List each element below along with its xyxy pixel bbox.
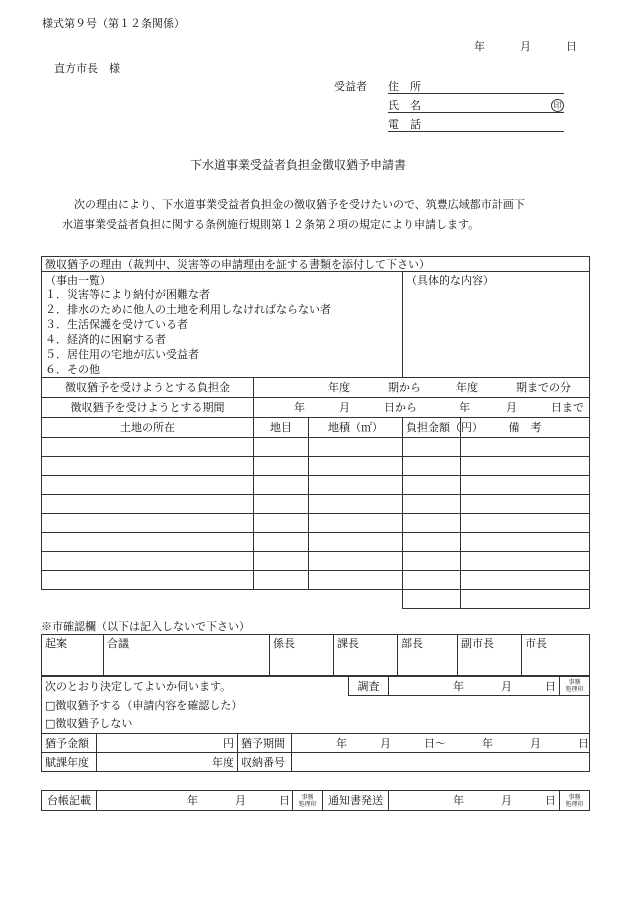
table-row [42, 533, 590, 552]
grace-amount-value[interactable] [97, 734, 238, 753]
reason-header: 徴収猶予の理由（裁判中、災害等の申請理由を証する書類を添付して下さい） [42, 257, 590, 272]
nendo-label: 年度 [212, 755, 234, 769]
kachou-label: 課長 [337, 637, 359, 650]
application-table [41, 256, 590, 609]
period-from: 日から [384, 401, 417, 414]
reason-item: ４．経済的に困窮する者 [45, 333, 166, 346]
total-remarks-cell[interactable] [461, 590, 590, 609]
jimu-label: 事務 [568, 679, 581, 686]
grace-period-label: 猶予期間 [238, 734, 292, 753]
charge-from: 期から [388, 381, 421, 394]
approval-kakarichou[interactable] [270, 635, 334, 676]
applicant-address-line[interactable] [388, 80, 564, 94]
grace-day-from: 日～ [424, 737, 446, 750]
grace-day-2: 日 [578, 737, 589, 750]
approval-kachou[interactable] [334, 635, 398, 676]
table-row [42, 495, 590, 514]
date-year: 年 [474, 40, 485, 53]
land-header-area: 地積（㎡） [309, 418, 403, 438]
applicant-label: 受益者 [334, 80, 367, 93]
table-row [42, 438, 590, 457]
reason-item: ６．その他 [45, 363, 100, 376]
ledger-month: 月 [235, 794, 246, 807]
reason-item: １．災害等により納付が困難な者 [45, 288, 210, 301]
kakarichou-label: 係長 [273, 637, 295, 650]
charge-label: 徴収猶予を受けようとする負担金 [42, 378, 254, 398]
shichou-label: 市長 [525, 637, 547, 650]
reason-item: ５．居住用の宅地が広い受益者 [45, 348, 199, 361]
approval-fukushichou[interactable] [458, 635, 522, 676]
addressee: 直方市長 様 [54, 62, 120, 75]
grace-amount-label: 猶予金額 [42, 734, 97, 753]
grace-month-1: 月 [380, 737, 391, 750]
ledger-seal-cell[interactable] [293, 791, 323, 811]
decision-table [41, 676, 590, 734]
reason-detail-cell[interactable] [403, 272, 590, 378]
notice-day: 日 [545, 794, 556, 807]
ledger-date[interactable] [97, 791, 293, 811]
receipt-label: 収納番号 [238, 753, 292, 772]
ledger-table [41, 790, 590, 811]
ledger-label: 台帳記載 [42, 791, 97, 811]
notice-shoriin-label: 処理印 [565, 800, 584, 808]
reason-list-cell [42, 272, 403, 378]
applicant-name-line[interactable] [388, 99, 564, 113]
receipt-value[interactable] [292, 753, 590, 772]
land-header-category: 地目 [254, 418, 309, 438]
address-label: 住 所 [388, 80, 421, 93]
chousa-date[interactable] [389, 677, 560, 696]
ledger-shoriin-label: 処理印 [298, 800, 317, 808]
period-label: 徴収猶予を受けようとする期間 [42, 398, 254, 418]
reason-detail-title: （具体的な内容） [406, 274, 494, 287]
table-row [42, 476, 590, 495]
form-title: 下水道事業受益者負担金徴収猶予申請書 [190, 158, 407, 172]
seal-mark: 印 [551, 99, 564, 112]
option-deny[interactable]: □徴収猶予しない [42, 715, 590, 734]
grace-table [41, 733, 590, 772]
chousa-label: 調査 [349, 677, 389, 696]
total-amount-cell[interactable] [403, 590, 461, 609]
buchou-label: 部長 [401, 637, 423, 650]
land-header-location: 土地の所在 [42, 418, 254, 438]
jimu-seal-cell[interactable] [560, 677, 590, 696]
levy-value[interactable] [97, 753, 238, 772]
grace-year-2: 年 [482, 737, 493, 750]
intro-line-2: 水道事業受益者負担に関する条例施行規則第１２条第２項の規定により申請します。 [62, 218, 480, 231]
approval-table [41, 634, 590, 676]
reason-item: ２．排水のために他人の土地を利用しなければならない者 [45, 303, 331, 316]
ledger-jimu-label: 事務 [301, 793, 314, 801]
land-header-amount: 負担金額（円） [403, 418, 461, 438]
option-grant[interactable]: □徴収猶予する（申請内容を確認した） [42, 696, 590, 715]
grace-year-1: 年 [336, 737, 347, 750]
ledger-year: 年 [187, 794, 198, 807]
office-note: ※市確認欄（以下は記入しないで下さい） [41, 620, 250, 633]
approval-gougi[interactable] [104, 635, 270, 676]
approval-buchou[interactable] [398, 635, 458, 676]
approval-shichou[interactable] [522, 635, 590, 676]
period-month-1: 月 [339, 401, 350, 414]
chousa-year: 年 [453, 680, 464, 693]
decision-text: 次のとおり決定してよいか伺います。 [42, 677, 349, 696]
fukushichou-label: 副市長 [461, 637, 494, 650]
notice-month: 月 [501, 794, 512, 807]
charge-nendo-2: 年度 [456, 381, 478, 394]
chousa-day: 日 [545, 680, 556, 693]
notice-seal-cell[interactable] [560, 791, 590, 811]
notice-year: 年 [453, 794, 464, 807]
total-row [42, 590, 590, 609]
form-number: 様式第９号（第１２条関係） [42, 17, 185, 30]
table-row [42, 571, 590, 590]
reason-item: ３．生活保護を受けている者 [45, 318, 188, 331]
period-year-1: 年 [294, 401, 305, 414]
notice-jimu-label: 事務 [568, 793, 581, 801]
date-day: 日 [566, 40, 577, 53]
charge-until: 期までの分 [516, 381, 571, 394]
chousa-month: 月 [501, 680, 512, 693]
charge-nendo-1: 年度 [328, 381, 350, 394]
name-label: 氏 名 [388, 99, 421, 112]
gougi-label: 合議 [107, 637, 129, 650]
charge-value[interactable] [254, 378, 590, 398]
reason-list-title: （事由一覧） [45, 274, 111, 287]
intro-line-1: 次の理由により、下水道事業受益者負担金の徴収猶予を受けたいので、筑豊広域都市計画下 [74, 198, 525, 211]
period-value[interactable] [254, 398, 590, 418]
phone-label: 電 話 [388, 118, 421, 131]
notice-date[interactable] [389, 791, 560, 811]
table-row [42, 514, 590, 533]
table-row [42, 457, 590, 476]
date-month: 月 [520, 40, 531, 53]
shoriin-label: 処理印 [565, 686, 584, 693]
applicant-phone-line[interactable] [388, 118, 564, 132]
ledger-day: 日 [279, 794, 290, 807]
period-month-2: 月 [506, 401, 517, 414]
table-row [42, 552, 590, 571]
approval-kian[interactable] [42, 635, 104, 676]
land-header-remarks: 備 考 [461, 418, 590, 438]
period-until: 日まで [551, 401, 584, 414]
notice-label: 通知書発送 [323, 791, 389, 811]
levy-label: 賦課年度 [42, 753, 97, 772]
period-year-2: 年 [459, 401, 470, 414]
grace-month-2: 月 [530, 737, 541, 750]
kian-label: 起案 [45, 637, 67, 650]
yen-label: 円 [223, 736, 234, 750]
grace-period-value[interactable] [292, 734, 590, 753]
